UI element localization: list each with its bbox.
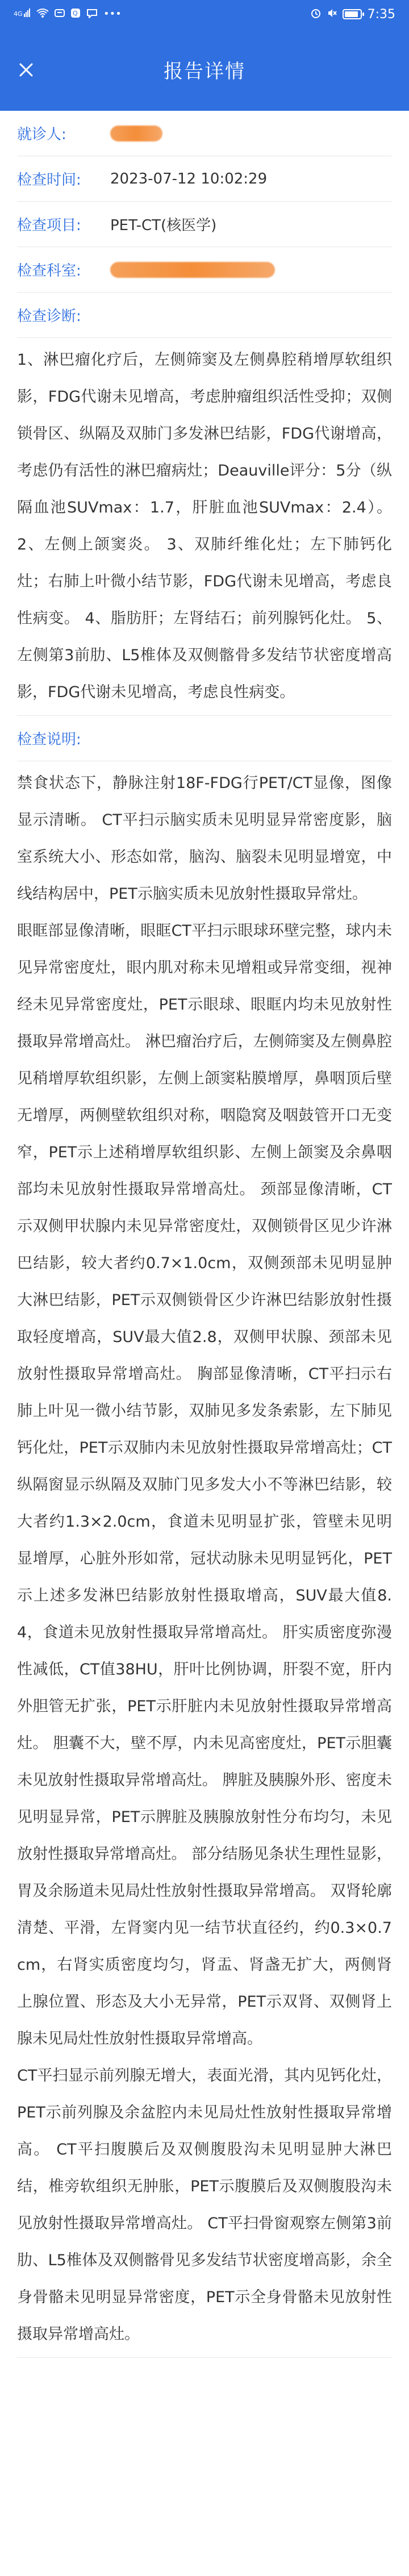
status-bar [0, 0, 409, 28]
app-badge-icon [70, 8, 81, 20]
redacted-patient-name [110, 126, 162, 141]
exam-item-label: 检查项目: [17, 217, 81, 234]
description-paragraph-1: 禁食状态下，静脉注射18F-FDG行PET/CT显像，图像显示清晰。 CT平扫示脑实质未见明显异常密度影，脑室系统大小、形态如常，脑沟、脑裂未见明显增宽，中线结构居中，PET示脑实质未见放射性摄取异常灶。 [17, 774, 392, 903]
diagnosis-paragraph: 1、淋巴瘤化疗后，左侧筛窦及左侧鼻腔稍增厚软组织影，FDG代谢未见增高，考虑肿瘤组织活性受抑；双侧锁骨区、纵隔及双肺门多发淋巴结影，FDG代谢增高，考虑仍有活性的淋巴瘤病灶；Deauville评分：5分（纵隔血池SUVmax：1.7，肝脏血池SUVmax：2.4）。 2、左侧上颌窦炎。 3、双肺纤维化灶；左下肺钙化灶；右肺上叶微小结节影，FDG代谢未见增高，考虑良性病变。 4、脂肪肝；左肾结石；前列腺钙化灶。 5、左侧第3前肋、L5椎体及双侧髂骨多发结节状密度增高影，FDG代谢未见增高，考虑良性病变。 [17, 351, 392, 701]
status-left-icons [14, 8, 122, 20]
patient-label: 就诊人: [17, 126, 66, 143]
notification-icon [55, 8, 65, 20]
alarm-icon [311, 8, 321, 20]
department-value [110, 261, 275, 278]
close-button[interactable] [10, 54, 42, 86]
description-heading: 检查说明: [17, 716, 392, 761]
patient-value [110, 125, 162, 142]
battery-level-fill [345, 11, 358, 17]
message-icon [86, 8, 98, 20]
navigation-bar [0, 28, 409, 111]
exam-item-value: PET-CT(核医学) [110, 217, 217, 234]
description-text [17, 761, 392, 2358]
close-icon [17, 61, 35, 79]
silent-icon [327, 8, 337, 20]
description-paragraph-2: 眼眶部显像清晰，眼眶CT平扫示眼球环壁完整，球内未见异常密度灶，眼内肌对称未见增粗或异常变细，视神经未见异常密度灶，PET示眼球、眼眶内均未见放射性摄取异常增高灶。 淋巴瘤治疗后，左侧筛窦及左侧鼻腔见稍增厚软组织影，左侧上颌窦粘膜增厚，鼻咽顶后壁无增厚，两侧壁软组织对称，咽隐窝及咽鼓管开口无变窄，PET示上述稍增厚软组织影、左侧上颌窦及余鼻咽部均未见放射性摄取异常增高灶。 颈部显像清晰，CT示双侧甲状腺内未见异常密度灶，双侧锁骨区见少许淋巴结影，较大者约0.7×1.0cm，双侧颈部未见明显肿大淋巴结影，PET示双侧锁骨区少许淋巴结影放射性摄取轻度增高，SUV最大值2.8，双侧甲状腺、颈部未见放射性摄取异常增高灶。 胸部显像清晰，CT平扫示右肺上叶见一微小结节影，双肺见多发条索影，左下肺见钙化灶，PET示双肺内未见放射性摄取异常增高灶；CT纵隔窗显示纵隔及双肺门见多发大小不等淋巴结影，较大者约1.3×2.0cm，食道未见明显扩张，管壁未见明显增厚，心脏外形如常，冠状动脉未见明显钙化，PET示上述多发淋巴结影放射性摄取增高，SUV最大值8.4，食道未见放射性摄取异常增高灶。 肝实质密度弥漫性减低，CT值38HU，肝叶比例协调，肝裂不宽，肝内外胆管无扩张，PET示肝脏内未见放射性摄取异常增高灶。 胆囊不大，壁不厚，内未见高密度灶，PET示胆囊未见放射性摄取异常增高灶。 脾脏及胰腺外形、密度未见明显异常，PET示脾脏及胰腺放射性分布均匀，未见放射性摄取异常增高灶。 部分结肠见条状生理性显影，胃及余肠道未见局灶性放射性摄取异常增高。 双肾轮廓清楚、平滑，左肾窦内见一结节状直径约，约0.3×0.7cm，右肾实质密度均匀，肾盂、肾盏无扩大，两侧肾上腺位置、形态及大小无异常，PET示双肾、双侧肾上腺未见局灶性放射性摄取异常增高。 [17, 922, 392, 2048]
info-row-exam-time [17, 156, 392, 202]
diagnosis-heading: 检查诊断: [17, 293, 392, 338]
description-paragraph-3: CT平扫显示前列腺无增大，表面光滑，其内见钙化灶，PET示前列腺及余盆腔内未见局灶性放射性摄取异常增高。 CT平扫腹膜后及双侧腹股沟未见明显肿大淋巴结，椎旁软组织无肿胀，PET示腹膜后及双侧腹股沟未见放射性摄取异常增高灶。 CT平扫骨窗观察左侧第3前肋、L5椎体及双侧髂骨见多发结节状密度增高影，余全身骨骼未见明显异常密度，PET示全身骨骼未见放射性摄取异常增高灶。 [17, 2067, 392, 2343]
redacted-department [110, 262, 275, 278]
exam-time-value: 2023-07-12 10:02:29 [110, 170, 268, 187]
diagnosis-text [17, 338, 392, 716]
report-content [0, 111, 409, 2358]
more-dots-icon: ••• [103, 8, 122, 20]
info-row-department [17, 247, 392, 293]
wifi-icon [36, 8, 49, 20]
svg-text:Q: Q [73, 10, 78, 17]
exam-time-label: 检查时间: [17, 172, 81, 189]
info-row-exam-item [17, 202, 392, 247]
svg-text:4G: 4G [14, 10, 23, 18]
status-right-icons [311, 7, 395, 22]
info-row-patient [17, 111, 392, 156]
page-title: 报告详情 [164, 60, 245, 83]
status-time: 7:35 [367, 7, 395, 22]
signal-icon [14, 8, 31, 20]
battery-icon [343, 9, 362, 19]
app-header [0, 0, 409, 111]
department-label: 检查科室: [17, 262, 81, 280]
